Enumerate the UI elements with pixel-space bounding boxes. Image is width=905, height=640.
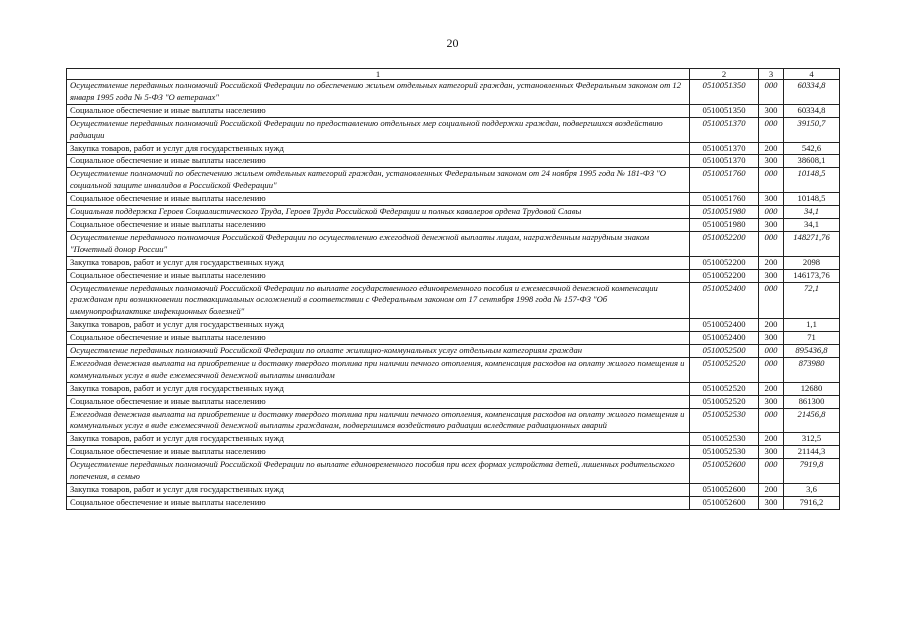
row-name-cell: Закупка товаров, работ и услуг для государственных нужд <box>67 484 690 497</box>
row-amount-cell: 7916,2 <box>784 496 840 509</box>
table-row <box>67 408 840 433</box>
row-code-cell: 0510052400 <box>690 282 759 319</box>
row-type-cell: 300 <box>759 332 784 345</box>
row-name-cell: Осуществление переданных полномочий Российской Федерации по обеспечению жильем отдельных категорий граждан, установленных Федеральным законом от 12 января 1995 года № 5-ФЗ "О ветеранах" <box>67 80 690 105</box>
row-code-cell: 0510052530 <box>690 408 759 433</box>
row-amount-cell: 312,5 <box>784 433 840 446</box>
row-amount-cell: 10148,5 <box>784 193 840 206</box>
row-code-cell: 0510052400 <box>690 332 759 345</box>
table-row <box>67 433 840 446</box>
table-row <box>67 142 840 155</box>
row-type-cell: 200 <box>759 433 784 446</box>
row-type-cell: 200 <box>759 142 784 155</box>
row-name-cell: Социальное обеспечение и иные выплаты населению <box>67 446 690 459</box>
row-amount-cell: 21144,3 <box>784 446 840 459</box>
row-amount-cell: 38608,1 <box>784 155 840 168</box>
row-code-cell: 0510052600 <box>690 484 759 497</box>
row-type-cell: 300 <box>759 395 784 408</box>
row-type-cell: 300 <box>759 155 784 168</box>
row-type-cell: 000 <box>759 459 784 484</box>
table-row <box>67 459 840 484</box>
row-amount-cell: 60334,8 <box>784 104 840 117</box>
row-name-cell: Социальное обеспечение и иные выплаты населению <box>67 496 690 509</box>
row-code-cell: 0510052600 <box>690 459 759 484</box>
row-code-cell: 0510051980 <box>690 218 759 231</box>
row-code-cell: 0510052520 <box>690 395 759 408</box>
header-col-code: 2 <box>690 69 759 80</box>
table-row <box>67 282 840 319</box>
row-amount-cell: 1,1 <box>784 319 840 332</box>
row-type-cell: 200 <box>759 256 784 269</box>
row-code-cell: 0510052200 <box>690 256 759 269</box>
row-amount-cell: 146173,76 <box>784 269 840 282</box>
table-row <box>67 395 840 408</box>
row-code-cell: 0510052530 <box>690 446 759 459</box>
row-name-cell: Социальное обеспечение и иные выплаты населению <box>67 395 690 408</box>
budget-table <box>66 68 840 510</box>
row-code-cell: 0510051980 <box>690 206 759 219</box>
row-code-cell: 0510052400 <box>690 319 759 332</box>
table-row <box>67 484 840 497</box>
row-code-cell: 0510052500 <box>690 345 759 358</box>
row-name-cell: Осуществление переданных полномочий Российской Федерации по выплате государственного единовременного пособия и ежемесячной денежной компенсации гражданам при возникновении поствакцинальных осложнений в соответствии с Федеральным законом от 17 сентября 1998 года № 157-ФЗ "Об иммунопрофилактике инфекционных болезней" <box>67 282 690 319</box>
row-name-cell: Закупка товаров, работ и услуг для государственных нужд <box>67 319 690 332</box>
table-row <box>67 382 840 395</box>
table-row <box>67 168 840 193</box>
row-amount-cell: 2098 <box>784 256 840 269</box>
row-code-cell: 0510052200 <box>690 231 759 256</box>
row-code-cell: 0510051370 <box>690 155 759 168</box>
row-type-cell: 000 <box>759 282 784 319</box>
row-code-cell: 0510052600 <box>690 496 759 509</box>
table-row <box>67 319 840 332</box>
row-name-cell: Социальное обеспечение и иные выплаты населению <box>67 155 690 168</box>
row-name-cell: Осуществление переданных полномочий Российской Федерации по оплате жилищно-коммунальных услуг отдельным категориям граждан <box>67 345 690 358</box>
row-type-cell: 200 <box>759 319 784 332</box>
row-code-cell: 0510051350 <box>690 80 759 105</box>
page-number: 20 <box>446 36 459 50</box>
row-type-cell: 200 <box>759 484 784 497</box>
table-row <box>67 357 840 382</box>
row-name-cell: Осуществление полномочий по обеспечению жильем отдельных категорий граждан, установленных Федеральным законом от 24 ноября 1995 года № 181-ФЗ "О социальной защите инвалидов в Российской Федерации" <box>67 168 690 193</box>
row-type-cell: 000 <box>759 231 784 256</box>
row-type-cell: 000 <box>759 357 784 382</box>
row-type-cell: 300 <box>759 218 784 231</box>
row-type-cell: 000 <box>759 80 784 105</box>
row-amount-cell: 12680 <box>784 382 840 395</box>
table-row <box>67 80 840 105</box>
table-row <box>67 104 840 117</box>
row-name-cell: Социальное обеспечение и иные выплаты населению <box>67 104 690 117</box>
row-amount-cell: 542,6 <box>784 142 840 155</box>
table-row <box>67 332 840 345</box>
table-row <box>67 256 840 269</box>
row-name-cell: Закупка товаров, работ и услуг для государственных нужд <box>67 433 690 446</box>
row-type-cell: 000 <box>759 408 784 433</box>
table-row <box>67 269 840 282</box>
row-amount-cell: 873980 <box>784 357 840 382</box>
row-type-cell: 000 <box>759 117 784 142</box>
row-amount-cell: 10148,5 <box>784 168 840 193</box>
row-amount-cell: 7919,8 <box>784 459 840 484</box>
row-name-cell: Социальное обеспечение и иные выплаты населению <box>67 193 690 206</box>
row-name-cell: Социальное обеспечение и иные выплаты населению <box>67 332 690 345</box>
row-code-cell: 0510052520 <box>690 357 759 382</box>
row-amount-cell: 39150,7 <box>784 117 840 142</box>
row-name-cell: Социальная поддержка Героев Социалистического Труда, Героев Труда Российской Федерации и полных кавалеров ордена Трудовой Славы <box>67 206 690 219</box>
row-name-cell: Социальное обеспечение и иные выплаты населению <box>67 218 690 231</box>
row-code-cell: 0510052530 <box>690 433 759 446</box>
row-type-cell: 300 <box>759 269 784 282</box>
table-row <box>67 193 840 206</box>
row-amount-cell: 861300 <box>784 395 840 408</box>
row-code-cell: 0510051760 <box>690 168 759 193</box>
table-row <box>67 218 840 231</box>
row-name-cell: Осуществление переданных полномочий Российской Федерации по предоставлению отдельных мер социальной поддержки граждан, подвергшихся воздействию радиации <box>67 117 690 142</box>
row-code-cell: 0510052200 <box>690 269 759 282</box>
row-name-cell: Закупка товаров, работ и услуг для государственных нужд <box>67 142 690 155</box>
table-row <box>67 117 840 142</box>
row-code-cell: 0510051370 <box>690 117 759 142</box>
row-name-cell: Социальное обеспечение и иные выплаты населению <box>67 269 690 282</box>
header-col-amount: 4 <box>784 69 840 80</box>
table-row <box>67 496 840 509</box>
row-amount-cell: 60334,8 <box>784 80 840 105</box>
table-row <box>67 206 840 219</box>
row-amount-cell: 148271,76 <box>784 231 840 256</box>
row-amount-cell: 895436,8 <box>784 345 840 358</box>
row-code-cell: 0510051350 <box>690 104 759 117</box>
row-name-cell: Осуществление переданных полномочий Российской Федерации по выплате единовременного пособия при всех формах устройства детей, лишенных родительского попечения, в семью <box>67 459 690 484</box>
row-name-cell: Закупка товаров, работ и услуг для государственных нужд <box>67 382 690 395</box>
row-name-cell: Закупка товаров, работ и услуг для государственных нужд <box>67 256 690 269</box>
header-col-type: 3 <box>759 69 784 80</box>
row-type-cell: 300 <box>759 446 784 459</box>
row-amount-cell: 71 <box>784 332 840 345</box>
table-row <box>67 155 840 168</box>
table-header-row <box>67 69 840 80</box>
table-body <box>67 80 840 510</box>
row-type-cell: 300 <box>759 193 784 206</box>
row-amount-cell: 34,1 <box>784 206 840 219</box>
row-code-cell: 0510052520 <box>690 382 759 395</box>
row-type-cell: 000 <box>759 345 784 358</box>
row-name-cell: Ежегодная денежная выплата на приобретение и доставку твердого топлива при наличии печного отопления, компенсация расходов на оплату жилого помещения и коммунальных услуг в виде ежемесячной денежной выплаты инвалидам <box>67 357 690 382</box>
row-amount-cell: 72,1 <box>784 282 840 319</box>
row-name-cell: Ежегодная денежная выплата на приобретение и доставку твердого топлива при наличии печного отопления, компенсация расходов на оплату жилого помещения и коммунальных услуг в виде ежемесячной денежной выплаты гражданам, подвергшимся воздействию радиации вследствие радиационных аварий <box>67 408 690 433</box>
row-amount-cell: 21456,8 <box>784 408 840 433</box>
row-type-cell: 200 <box>759 382 784 395</box>
row-type-cell: 300 <box>759 496 784 509</box>
row-type-cell: 000 <box>759 168 784 193</box>
row-type-cell: 300 <box>759 104 784 117</box>
header-col-name: 1 <box>67 69 690 80</box>
row-code-cell: 0510051370 <box>690 142 759 155</box>
row-amount-cell: 3,6 <box>784 484 840 497</box>
row-name-cell: Осуществление переданного полномочия Российской Федерации по осуществлению ежегодной денежной выплаты лицам, награжденным нагрудным знаком "Почетный донор России" <box>67 231 690 256</box>
row-code-cell: 0510051760 <box>690 193 759 206</box>
table-row <box>67 446 840 459</box>
row-type-cell: 000 <box>759 206 784 219</box>
row-amount-cell: 34,1 <box>784 218 840 231</box>
table-row <box>67 231 840 256</box>
table-row <box>67 345 840 358</box>
